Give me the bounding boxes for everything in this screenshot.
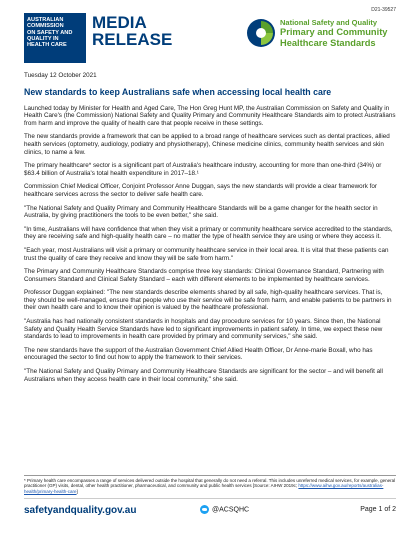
footnote-text: * Primary health care encompasses a range of services delivered outside the hospital that generally do not need a referral. This includes unreferred medical services, for example, general practitioner (GP) visits, dental, other health practitioner, pharmaceutical, and community and public health services [Source: AIHW 2019c; xyxy=(24,478,396,489)
paragraph: "Australia has had nationally consistent standards in hospitals and day procedure services for 10 years. Since then, the National Safety and Quality Health Service Standards have led to significant improvements in patient safety. In time, we expect these new standards to lead to improvements in health care provided by primary and community services," she said. xyxy=(24,318,383,341)
paragraph: Commission Chief Medical Officer, Conjoint Professor Anne Duggan, says the new standards will provide a clear framework for healthcare services across the sector to deliver safe health care. xyxy=(24,183,378,198)
paragraph: The primary healthcare* sector is a significant part of Australia's healthcare industry, accounting for more than one-third (34%) or $63.4 billion of Australia's total health expenditure in 2017–18.¹ xyxy=(24,162,382,177)
paragraph: "The National Safety and Quality Primary and Community Healthcare Standards are significant for the sector – and will benefit all Australians when they access health care in their local community," she said. xyxy=(24,368,383,383)
twitter-handle[interactable] xyxy=(200,505,249,514)
logo-line: ON SAFETY AND xyxy=(27,29,73,36)
commission-logo xyxy=(24,13,86,63)
website-link[interactable]: safetyandquality.gov.au xyxy=(24,505,137,516)
page-number: Page 1 of 2 xyxy=(360,506,396,513)
footnote-link[interactable]: https://www.aihw.gov.au/reports/australias-health/primary-health-care xyxy=(24,483,384,494)
standards-logo-icon xyxy=(246,18,276,48)
logo-line: AUSTRALIAN xyxy=(27,17,64,23)
badge-title-line1: Primary and Community xyxy=(280,27,388,37)
badge-title-line2: Healthcare Standards xyxy=(280,38,376,48)
media-release-title xyxy=(92,14,172,48)
logo-line: COMMISSION xyxy=(27,23,64,30)
paragraph: "Each year, most Australians will visit a primary or community healthcare service in their local area. It is vital that these patients can trust the quality of care they receive and know they will be safe from harm." xyxy=(24,246,389,262)
headline: New standards to keep Australians safe when accessing local health care xyxy=(24,86,332,97)
footnote-end: ] xyxy=(76,488,78,494)
standards-badge xyxy=(246,15,396,59)
twitter-handle-text: @ACSQHC xyxy=(212,506,250,514)
document-code: D21-39527 xyxy=(371,7,396,13)
media-release-line: MEDIA xyxy=(92,13,147,32)
media-release-line: RELEASE xyxy=(92,30,173,49)
paragraph: Launched today by Minister for Health and Aged Care, The Hon Greg Hunt MP, the Australian Commission on Safety and Quality in Health Care's (the Commission) National Safety and Quality Primary and Community Healthcare Standards aim to protect Australians from harm and improve the quality of health care that people receive in these settings. xyxy=(24,104,396,127)
logo-line: QUALITY IN xyxy=(27,35,59,42)
release-body xyxy=(24,72,396,389)
footnote xyxy=(24,475,396,494)
paragraph: The new standards provide a framework that can be applied to a broad range of healthcare services such as dental practices, allied health services (optometry, audiology, podiatry and physiotherapy), Chinese medicine clinics, community health services and skin clinics, to name a few. xyxy=(24,133,390,156)
header xyxy=(24,13,396,63)
release-date: Tuesday 12 October 2021 xyxy=(24,72,97,79)
logo-line: HEALTH CARE xyxy=(27,42,67,49)
paragraph: The Primary and Community Healthcare Standards comprise three key standards: Clinical Governance Standard, Partnering with Consumers Standard and Clinical Safety Standard – each with different elements to be implemented by healthcare services. xyxy=(24,268,384,283)
paragraph: "The National Safety and Quality Primary and Community Healthcare Standards will be a game changer for the health sector in Australia, by giving practitioners the tools to be even better," she said. xyxy=(24,204,378,220)
paragraph: Professor Duggan explained: "The new standards describe elements shared by all safe, high-quality healthcare services. That is, they should be well-managed, ensure that people who use their service will be safe from harm, and enable patients to be partners in their own health care and to know their opinion is valued by the healthcare professional. xyxy=(24,289,392,312)
paragraph: "In time, Australians will have confidence that when they visit a primary or community healthcare service accredited to the standards, they are receiving safe and high-quality health care – no matter the type of health service they are using or where they access it. xyxy=(24,225,393,241)
twitter-icon xyxy=(200,505,209,514)
badge-org: National Safety and Quality xyxy=(280,18,378,27)
footer xyxy=(24,498,396,521)
paragraph: The new standards have the support of the Australian Government Chief Allied Health Officer, Dr Anne-marie Boxall, who has encouraged the sector to find out how to apply the framework to their services. xyxy=(24,346,373,362)
